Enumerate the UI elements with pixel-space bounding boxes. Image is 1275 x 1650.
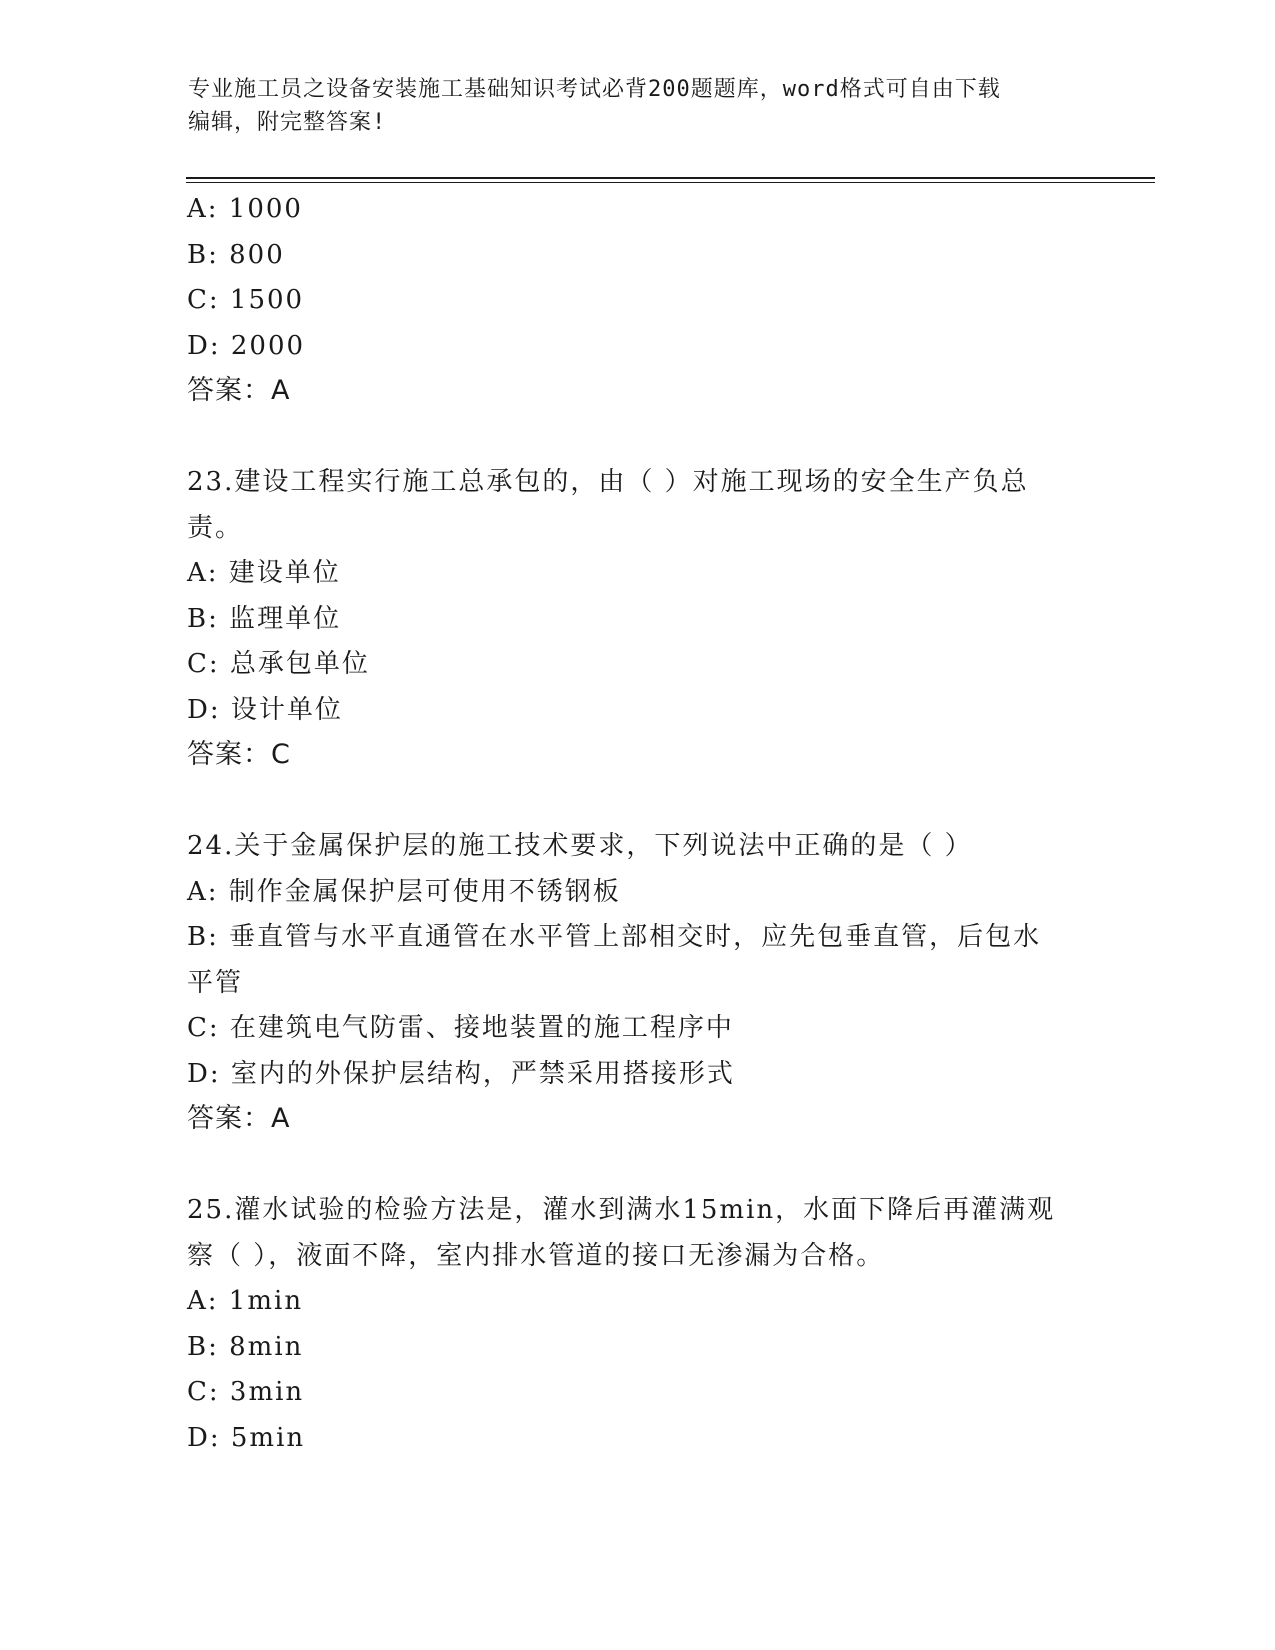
q23-stem-line-1: 23.建设工程实行施工总承包的，由（ ）对施工现场的安全生产负总 [187, 467, 1029, 497]
q22-option-b: B: 800 [187, 240, 285, 270]
q22-option-c: C: 1500 [187, 285, 305, 315]
q25-stem-line-1: 25.灌水试验的检验方法是，灌水到满水15min，水面下降后再灌满观 [187, 1195, 1056, 1225]
q24-option-d: D: 室内的外保护层结构，严禁采用搭接形式 [187, 1059, 735, 1089]
q23-option-c: C: 总承包单位 [187, 649, 370, 679]
q23-option-a: A: 建设单位 [187, 558, 341, 588]
q25-option-b: B: 8min [187, 1332, 304, 1362]
q25-option-c: C: 3min [187, 1377, 305, 1407]
q24-option-b-line-2: 平管 [187, 968, 244, 998]
q24-option-a: A: 制作金属保护层可使用不锈钢板 [187, 877, 621, 907]
q22-option-d: D: 2000 [187, 331, 306, 361]
q23-option-b: B: 监理单位 [187, 604, 342, 634]
q24-answer: 答案：A [187, 1103, 291, 1134]
q23-option-d: D: 设计单位 [187, 695, 343, 725]
header-divider-thin [186, 182, 1155, 183]
header-title-line-2: 编辑，附完整答案! [188, 110, 387, 135]
q24-option-b-line-1: B: 垂直管与水平直通管在水平管上部相交时，应先包垂直管，后包水 [187, 922, 1042, 952]
q24-stem-line-1: 24.关于金属保护层的施工技术要求，下列说法中正确的是（ ） [187, 831, 973, 861]
header-divider-thick [186, 177, 1155, 179]
q22-option-a: A: 1000 [187, 194, 303, 224]
header-title-line-1: 专业施工员之设备安装施工基础知识考试必背200题题库，word格式可自由下载 [188, 77, 1001, 102]
document-header [188, 73, 1088, 139]
q25-option-a: A: 1min [187, 1286, 304, 1316]
q22-answer: 答案：A [187, 375, 291, 406]
q25-option-d: D: 5min [187, 1423, 306, 1453]
q25-stem-line-2: 察（ ），液面不降，室内排水管道的接口无渗漏为合格。 [187, 1241, 885, 1271]
q23-stem-line-2: 责。 [187, 513, 244, 543]
q24-option-c: C: 在建筑电气防雷、接地装置的施工程序中 [187, 1013, 734, 1043]
q23-answer: 答案：C [187, 739, 291, 770]
